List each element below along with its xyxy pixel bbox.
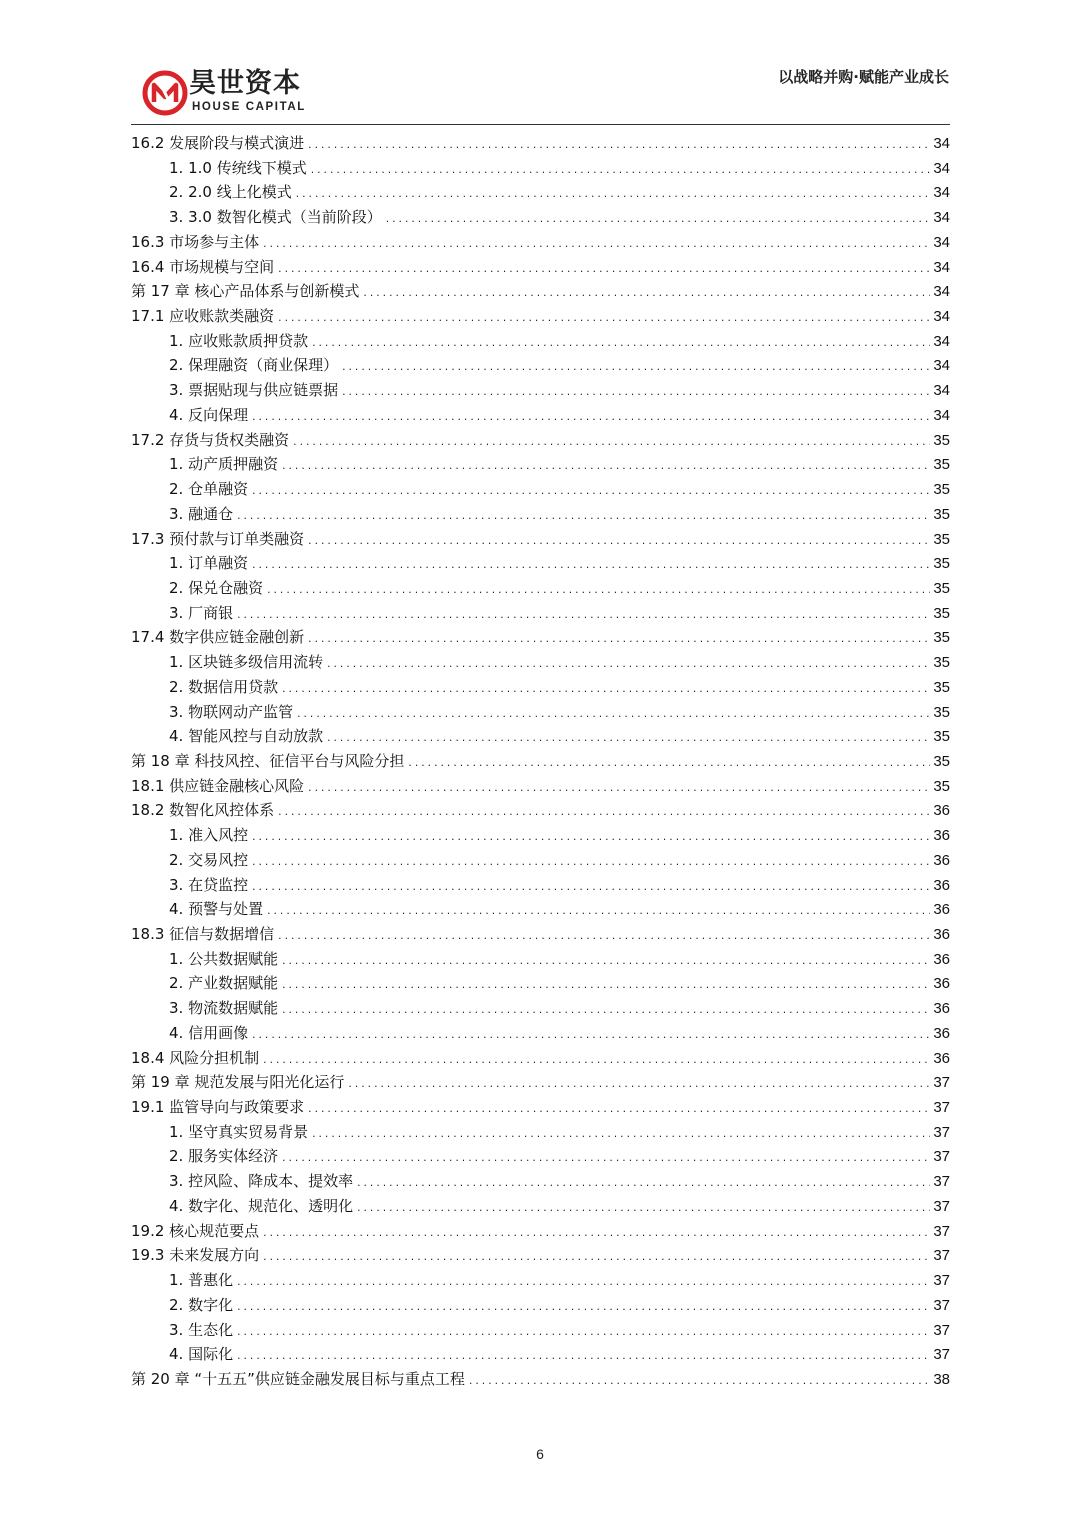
- toc-entry[interactable]: [131, 353, 950, 378]
- toc-entry-page: 34: [933, 209, 950, 227]
- toc-dot-leader: [262, 233, 930, 258]
- toc-dot-leader: [310, 159, 931, 184]
- toc-entry-title: 第 19 章 规范发展与阳光化运行: [131, 1073, 345, 1092]
- toc-entry-page: 37: [933, 1296, 950, 1314]
- toc-entry[interactable]: [131, 1318, 950, 1343]
- toc-dot-leader: [251, 826, 930, 851]
- toc-entry-title: 4. 信用画像: [169, 1023, 249, 1042]
- toc-entry-title: 18.2 数智化风控体系: [131, 801, 275, 820]
- toc-entry[interactable]: [131, 1070, 950, 1095]
- toc-entry[interactable]: [131, 897, 950, 922]
- toc-dot-leader: [236, 1321, 930, 1346]
- toc-entry-page: 35: [933, 456, 950, 474]
- toc-entry[interactable]: [131, 1120, 950, 1145]
- toc-dot-leader: [251, 876, 930, 901]
- toc-entry-title: 2. 产业数据赋能: [169, 974, 279, 993]
- toc-entry-page: 36: [933, 827, 950, 845]
- toc-entry[interactable]: [131, 1219, 950, 1244]
- toc-dot-leader: [356, 1172, 930, 1197]
- toc-dot-leader: [296, 703, 930, 728]
- toc-entry[interactable]: [131, 304, 950, 329]
- toc-entry[interactable]: [131, 947, 950, 972]
- toc-entry-title: 17.4 数字供应链金融创新: [131, 628, 305, 647]
- toc-dot-leader: [307, 134, 930, 159]
- toc-dot-leader: [277, 801, 930, 826]
- toc-entry-page: 36: [933, 876, 950, 894]
- toc-entry-title: 1. 区块链多级信用流转: [169, 653, 324, 672]
- toc-entry-title: 18.4 风险分担机制: [131, 1048, 260, 1067]
- toc-entry-title: 1. 订单融资: [169, 554, 249, 573]
- toc-dot-leader: [236, 604, 930, 629]
- toc-entry[interactable]: [131, 650, 950, 675]
- toc-dot-leader: [307, 530, 930, 555]
- toc-entry-page: 34: [933, 135, 950, 152]
- toc-entry[interactable]: [131, 576, 950, 601]
- toc-entry[interactable]: [131, 1367, 950, 1392]
- toc-entry-page: 36: [933, 1024, 950, 1042]
- toc-entry-page: 37: [933, 1197, 950, 1215]
- toc-entry-page: 34: [933, 357, 950, 375]
- toc-entry-page: 37: [933, 1099, 950, 1117]
- toc-dot-leader: [251, 851, 930, 876]
- toc-dot-leader: [262, 1246, 930, 1271]
- toc-entry[interactable]: [131, 403, 950, 428]
- toc-entry-title: 1. 应收账款质押贷款: [169, 331, 309, 350]
- toc-entry-page: 36: [933, 901, 950, 919]
- toc-entry-title: 4. 智能风控与自动放款: [169, 727, 324, 746]
- toc-dot-leader: [251, 406, 930, 431]
- toc-entry[interactable]: [131, 205, 950, 230]
- toc-dot-leader: [407, 752, 930, 777]
- toc-dot-leader: [236, 1296, 930, 1321]
- toc-entry[interactable]: [131, 700, 950, 725]
- toc-entry[interactable]: [131, 1021, 950, 1046]
- toc-entry-page: 34: [933, 258, 950, 276]
- toc-entry[interactable]: [131, 1144, 950, 1169]
- toc-entry[interactable]: [131, 502, 950, 527]
- toc-dot-leader: [281, 999, 930, 1024]
- toc-entry-page: 34: [933, 308, 950, 326]
- toc-entry-title: 2. 交易风控: [169, 850, 249, 869]
- toc-entry[interactable]: [131, 625, 950, 650]
- toc-entry-page: 35: [933, 505, 950, 523]
- toc-entry-page: 37: [933, 1074, 950, 1092]
- toc-entry-page: 38: [933, 1370, 950, 1388]
- toc-dot-leader: [251, 1024, 930, 1049]
- toc-dot-leader: [311, 1123, 930, 1148]
- toc-entry[interactable]: [131, 1095, 950, 1120]
- toc-entry-page: 35: [933, 728, 950, 746]
- toc-dot-leader: [277, 258, 930, 283]
- toc-dot-leader: [326, 653, 930, 678]
- toc-entry[interactable]: [131, 378, 950, 403]
- toc-entry-title: 1. 1.0 传统线下模式: [169, 158, 307, 177]
- toc-entry-title: 第 20 章 “十五五”供应链金融发展目标与重点工程: [131, 1369, 465, 1388]
- toc-entry[interactable]: [131, 1046, 950, 1071]
- toc-entry-page: 35: [933, 431, 950, 449]
- toc-entry-page: 35: [933, 555, 950, 573]
- toc-dot-leader: [281, 950, 930, 975]
- toc-entry-title: 17.1 应收账款类融资: [131, 307, 275, 326]
- toc-entry[interactable]: [131, 230, 950, 255]
- toc-entry[interactable]: [131, 131, 950, 156]
- toc-entry[interactable]: [131, 551, 950, 576]
- toc-dot-leader: [307, 1098, 930, 1123]
- toc-entry-title: 1. 坚守真实贸易背景: [169, 1122, 309, 1141]
- toc-entry[interactable]: [131, 774, 950, 799]
- toc-entry-page: 35: [933, 703, 950, 721]
- toc-entry-page: 35: [933, 604, 950, 622]
- toc-dot-leader: [236, 505, 930, 530]
- toc-entry-page: 34: [933, 283, 950, 301]
- toc-entry-title: 第 18 章 科技风控、征信平台与风险分担: [131, 751, 405, 770]
- house-capital-logo-icon: [142, 70, 188, 116]
- toc-entry-page: 35: [933, 530, 950, 548]
- toc-entry-page: 34: [933, 184, 950, 202]
- header-divider: [131, 124, 950, 125]
- toc-entry[interactable]: [131, 156, 950, 181]
- toc-entry-page: 35: [933, 629, 950, 647]
- toc-entry-page: 37: [933, 1148, 950, 1166]
- toc-entry[interactable]: [131, 1243, 950, 1268]
- toc-dot-leader: [277, 925, 930, 950]
- toc-dot-leader: [251, 480, 930, 505]
- toc-dot-leader: [277, 307, 930, 332]
- toc-entry[interactable]: [131, 452, 950, 477]
- toc-entry-title: 3. 票据贴现与供应链票据: [169, 381, 339, 400]
- toc-entry-title: 2. 数字化: [169, 1295, 234, 1314]
- company-logo: [142, 68, 317, 120]
- toc-dot-leader: [341, 356, 930, 381]
- toc-entry[interactable]: [131, 279, 950, 304]
- toc-dot-leader: [468, 1370, 930, 1395]
- toc-entry[interactable]: [131, 848, 950, 873]
- toc-entry-title: 2. 服务实体经济: [169, 1147, 279, 1166]
- header-slogan: 以战略并购·赋能产业成长: [778, 68, 949, 86]
- toc-entry[interactable]: [131, 255, 950, 280]
- toc-entry-title: 17.3 预付款与订单类融资: [131, 529, 305, 548]
- toc-entry-title: 3. 厂商银: [169, 603, 234, 622]
- toc-entry[interactable]: [131, 823, 950, 848]
- logo-chinese-name: 昊世资本: [189, 68, 301, 99]
- toc-dot-leader: [251, 554, 930, 579]
- toc-entry-title: 4. 预警与处置: [169, 900, 264, 919]
- toc-dot-leader: [326, 727, 930, 752]
- toc-entry-title: 18.1 供应链金融核心风险: [131, 776, 305, 795]
- toc-entry-title: 2. 保理融资（商业保理）: [169, 356, 339, 375]
- toc-entry[interactable]: [131, 1194, 950, 1219]
- toc-entry-title: 3. 融通仓: [169, 504, 234, 523]
- toc-dot-leader: [307, 777, 930, 802]
- toc-entry[interactable]: [131, 527, 950, 552]
- toc-entry-page: 35: [933, 654, 950, 672]
- toc-dot-leader: [266, 579, 930, 604]
- toc-entry-page: 37: [933, 1321, 950, 1339]
- toc-dot-leader: [311, 332, 930, 357]
- toc-entry-title: 17.2 存货与货权类融资: [131, 430, 290, 449]
- toc-entry-page: 37: [933, 1173, 950, 1191]
- toc-dot-leader: [281, 678, 930, 703]
- toc-entry[interactable]: [131, 1342, 950, 1367]
- toc-entry-page: 35: [933, 752, 950, 770]
- toc-entry-title: 16.3 市场参与主体: [131, 232, 260, 251]
- toc-entry-page: 34: [933, 332, 950, 350]
- toc-entry-page: 34: [933, 406, 950, 424]
- toc-entry-title: 3. 控风险、降成本、提效率: [169, 1172, 354, 1191]
- toc-dot-leader: [281, 1147, 930, 1172]
- toc-entry-page: 37: [933, 1346, 950, 1364]
- toc-entry-page: 34: [933, 382, 950, 400]
- toc-dot-leader: [385, 208, 931, 233]
- toc-entry-page: 37: [933, 1222, 950, 1240]
- toc-entry-title: 3. 物联网动产监管: [169, 702, 294, 721]
- toc-entry-title: 3. 3.0 数智化模式（当前阶段）: [169, 208, 382, 227]
- toc-entry-page: 35: [933, 777, 950, 795]
- toc-entry-title: 3. 在贷监控: [169, 875, 249, 894]
- toc-entry-page: 37: [933, 1247, 950, 1265]
- table-of-contents: [131, 131, 950, 1392]
- toc-entry-title: 16.4 市场规模与空间: [131, 257, 275, 276]
- toc-entry-title: 1. 普惠化: [169, 1271, 234, 1290]
- toc-entry[interactable]: [131, 1293, 950, 1318]
- toc-entry[interactable]: [131, 1268, 950, 1293]
- toc-entry-title: 2. 保兑仓融资: [169, 578, 264, 597]
- toc-entry[interactable]: [131, 996, 950, 1021]
- toc-entry-title: 1. 公共数据赋能: [169, 949, 279, 968]
- toc-entry-page: 37: [933, 1272, 950, 1290]
- toc-entry-page: 36: [933, 950, 950, 968]
- toc-entry-title: 4. 反向保理: [169, 405, 249, 424]
- toc-dot-leader: [281, 455, 930, 480]
- toc-dot-leader: [347, 1073, 930, 1098]
- toc-entry-title: 1. 准入风控: [169, 826, 249, 845]
- toc-entry[interactable]: [131, 477, 950, 502]
- toc-entry-page: 34: [933, 159, 950, 177]
- toc-entry[interactable]: [131, 971, 950, 996]
- toc-entry-title: 16.2 发展阶段与模式演进: [131, 134, 305, 152]
- toc-entry-page: 36: [933, 851, 950, 869]
- toc-entry-page: 35: [933, 481, 950, 499]
- page-number: 6: [536, 1446, 544, 1462]
- toc-entry-title: 3. 物流数据赋能: [169, 999, 279, 1018]
- toc-entry-title: 2. 2.0 线上化模式: [169, 183, 292, 202]
- toc-entry-title: 18.3 征信与数据增信: [131, 925, 275, 943]
- logo-english-name: HOUSE CAPITAL: [192, 101, 306, 113]
- toc-dot-leader: [295, 183, 931, 208]
- toc-entry-page: 36: [933, 1049, 950, 1067]
- toc-entry-title: 第 17 章 核心产品体系与创新模式: [131, 282, 360, 301]
- toc-entry-title: 2. 数据信用贷款: [169, 677, 279, 696]
- toc-entry-title: 3. 生态化: [169, 1320, 234, 1339]
- toc-entry[interactable]: [131, 873, 950, 898]
- toc-entry-title: 2. 仓单融资: [169, 480, 249, 499]
- toc-entry[interactable]: [131, 922, 950, 947]
- toc-dot-leader: [307, 628, 930, 653]
- toc-entry-page: 35: [933, 678, 950, 696]
- toc-entry-title: 4. 数字化、规范化、透明化: [169, 1196, 354, 1215]
- toc-dot-leader: [356, 1197, 930, 1222]
- toc-dot-leader: [292, 431, 930, 456]
- toc-entry[interactable]: [131, 798, 950, 823]
- toc-dot-leader: [262, 1222, 930, 1247]
- toc-entry-page: 36: [933, 1000, 950, 1018]
- toc-entry-page: 34: [933, 233, 950, 251]
- toc-entry-page: 36: [933, 926, 950, 943]
- toc-dot-leader: [262, 1049, 930, 1074]
- toc-entry-page: 37: [933, 1123, 950, 1141]
- toc-entry-page: 36: [933, 975, 950, 993]
- toc-entry-title: 19.3 未来发展方向: [131, 1246, 260, 1265]
- toc-entry[interactable]: [131, 749, 950, 774]
- toc-dot-leader: [281, 974, 930, 999]
- toc-dot-leader: [266, 900, 930, 925]
- toc-entry-title: 19.1 监管导向与政策要求: [131, 1098, 305, 1117]
- toc-entry-page: 36: [933, 802, 950, 820]
- toc-entry-title: 4. 国际化: [169, 1345, 234, 1364]
- toc-entry-page: 35: [933, 579, 950, 597]
- toc-entry[interactable]: [131, 724, 950, 749]
- toc-entry[interactable]: [131, 601, 950, 626]
- toc-dot-leader: [341, 381, 930, 406]
- toc-entry-title: 19.2 核心规范要点: [131, 1221, 260, 1240]
- toc-dot-leader: [362, 282, 930, 307]
- toc-entry[interactable]: [131, 675, 950, 700]
- page-header: [0, 0, 1080, 125]
- toc-entry[interactable]: [131, 180, 950, 205]
- toc-dot-leader: [236, 1271, 930, 1296]
- toc-entry[interactable]: [131, 1169, 950, 1194]
- toc-entry-title: 1. 动产质押融资: [169, 455, 279, 474]
- toc-entry[interactable]: [131, 329, 950, 354]
- toc-entry[interactable]: [131, 428, 950, 453]
